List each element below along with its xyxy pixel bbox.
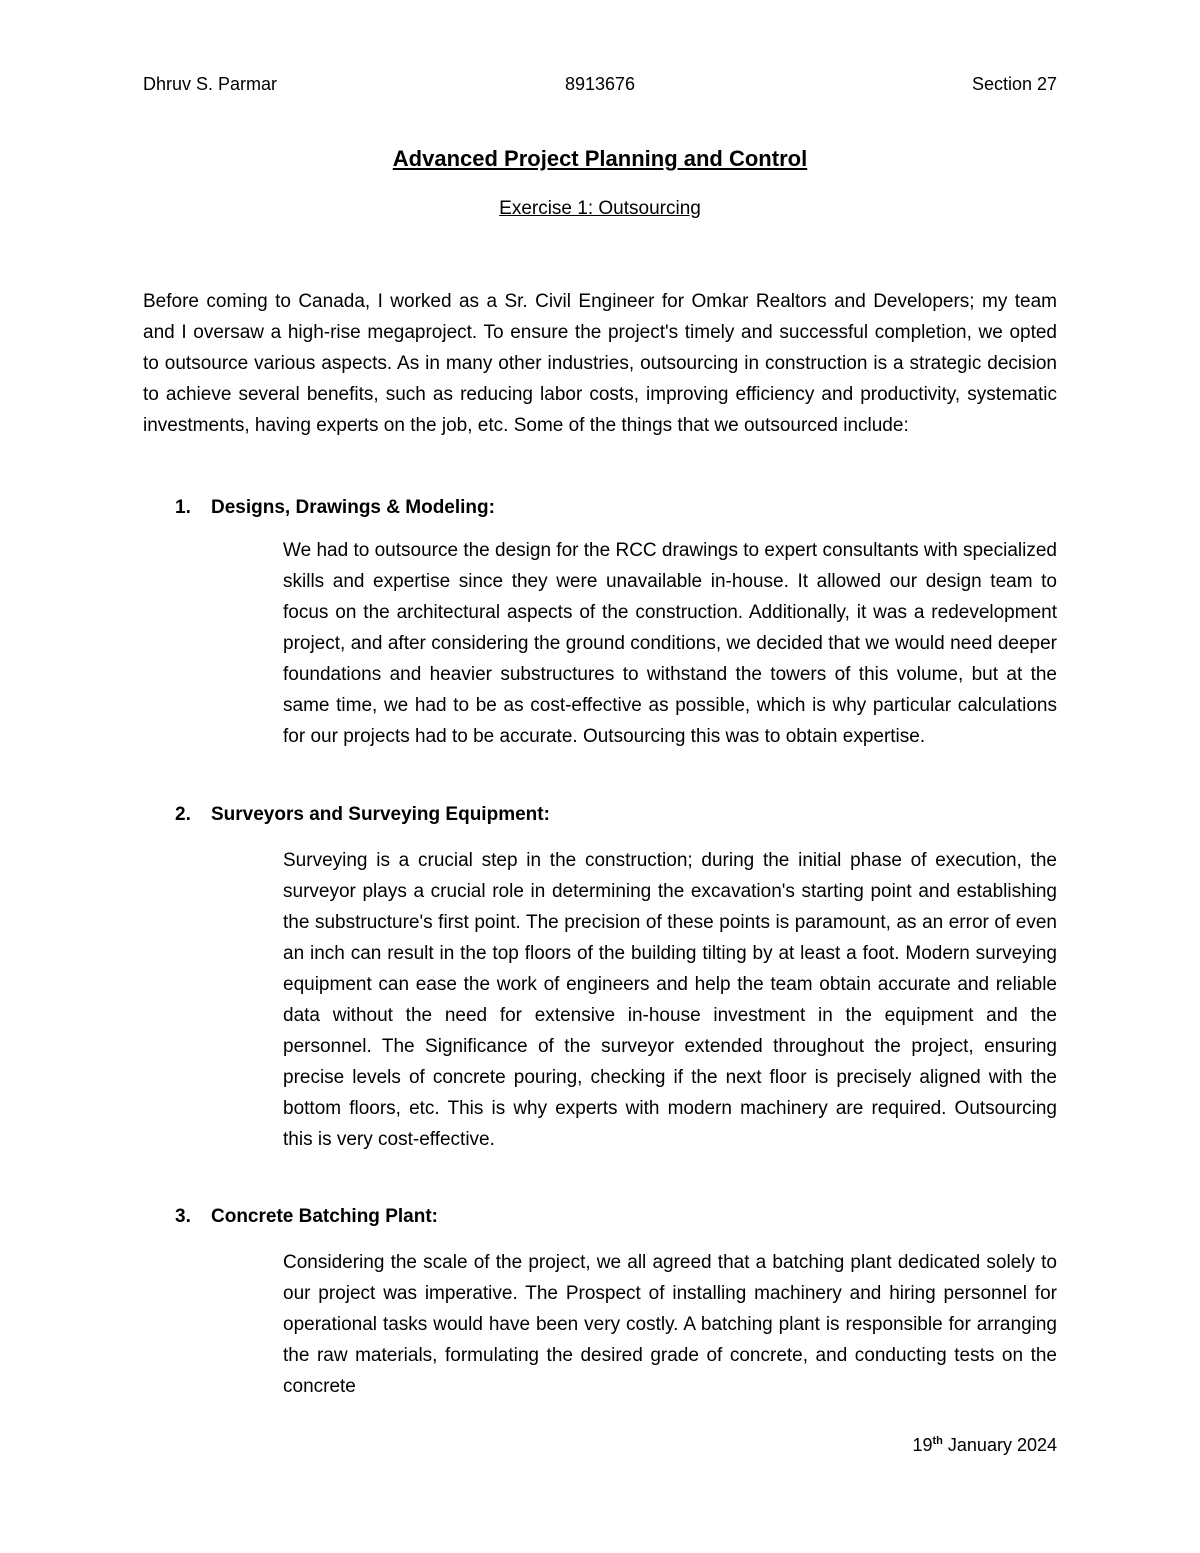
header-author: Dhruv S. Parmar — [143, 74, 278, 94]
section-heading-1 — [175, 495, 495, 521]
document-subtitle: Exercise 1: Outsourcing — [499, 198, 701, 219]
section-title: Surveyors and Surveying Equipment: — [211, 804, 550, 825]
section-heading-2 — [175, 802, 550, 828]
section-title: Concrete Batching Plant: — [211, 1206, 438, 1227]
footer-day: 19 — [912, 1435, 933, 1455]
footer-month-year: January 2024 — [947, 1435, 1057, 1455]
section-title: Designs, Drawings & Modeling: — [211, 497, 495, 518]
section-number: 1. — [175, 497, 191, 518]
section-body-3: Considering the scale of the project, we all agreed that a batching plant dedicated solely to our project was imperative. The Prospect of installing machinery and hiring personnel for operational tasks would have been very costly. A batching plant is responsible for arranging the raw materials, formulating the desired grade of concrete, and conducting tests on the concrete — [283, 1252, 1057, 1397]
section-body-2: Surveying is a crucial step in the construction; during the initial phase of execution, the surveyor plays a crucial role in determining the excavation's starting point and establishing the substructure's first point. The precision of these points is paramount, as an error of even an inch can result in the top floors of the building tilting by at least a foot. Modern surveying equipment can ease the work of engineers and help the team obtain accurate and reliable data without the need for extensive in-house investment in the equipment and the personnel. The Significance of the surveyor extended throughout the project, ensuring precise levels of concrete pouring, checking if the next floor is precisely aligned with the bottom floors, etc. This is why experts with modern machinery are required. Outsourcing this is very cost-effective. — [283, 850, 1057, 1150]
footer-day-suffix: th — [932, 1435, 943, 1447]
section-heading-3 — [175, 1204, 438, 1230]
footer-date — [912, 1434, 1057, 1456]
section-body-1: We had to outsource the design for the RCC drawings to expert consultants with specialized skills and expertise since they were unavailable in-house. It allowed our design team to focus on the architectural aspects of the construction. Additionally, it was a redevelopment project, and after considering the ground conditions, we decided that we would need deeper foundations and heavier substructures to withstand the towers of this volume, but at the same time, we had to be as cost-effective as possible, which is why particular calculations for our projects had to be accurate. Outsourcing this was to obtain expertise. — [283, 540, 1057, 747]
section-number: 3. — [175, 1206, 191, 1227]
document-title: Advanced Project Planning and Control — [392, 146, 808, 171]
header-student-id: 8913676 — [564, 74, 636, 94]
header-section: Section 27 — [971, 74, 1057, 94]
section-number: 2. — [175, 804, 191, 825]
intro-paragraph: Before coming to Canada, I worked as a Sr. Civil Engineer for Omkar Realtors and Developers; my team and I oversaw a high-rise megaproject. To ensure the project's timely and successful completion, we opted to outsource various aspects. As in many other industries, outsourcing in construction is a strategic decision to achieve several benefits, such as reducing labor costs, improving efficiency and productivity, systematic investments, having experts on the job, etc. Some of the things that we outsourced include: — [143, 291, 1057, 436]
